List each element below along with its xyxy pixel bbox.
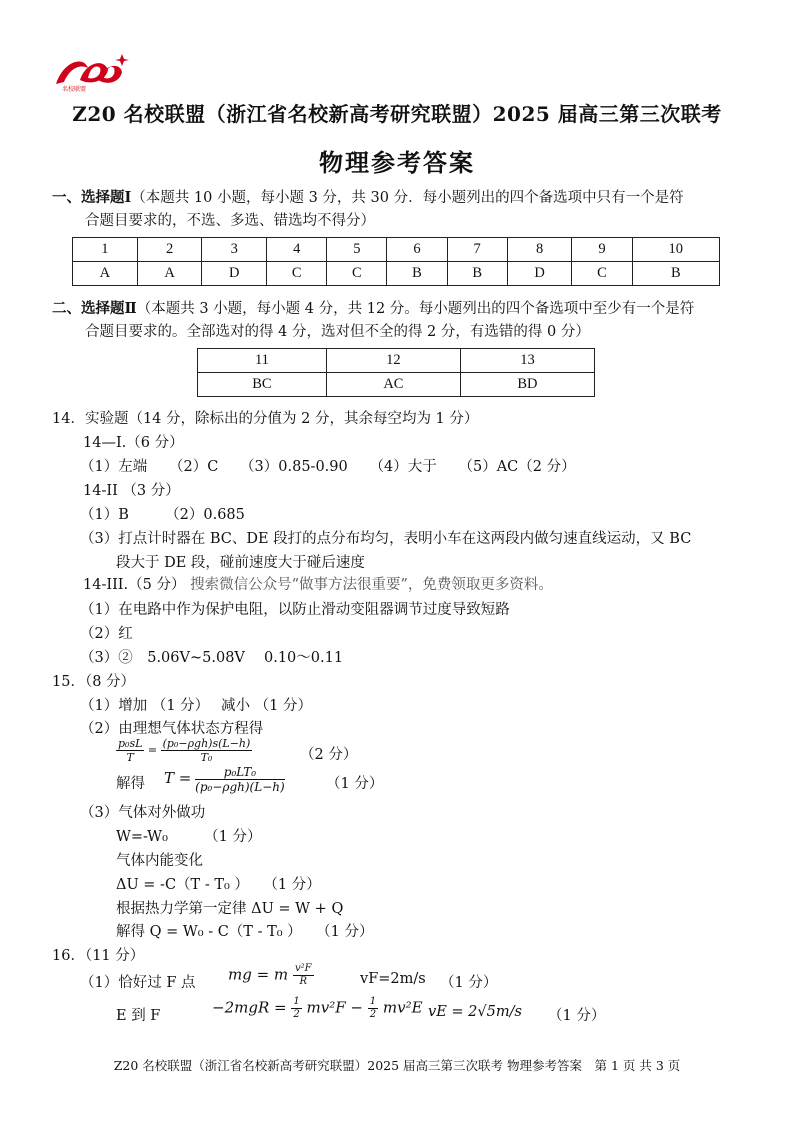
section1-desc2: 合题目要求的，不选、多选、错选均不得分）: [85, 213, 375, 229]
q15-formula1: [116, 738, 252, 763]
q14-part1-title: 14—I.（6 分）: [83, 435, 184, 451]
table-cell: C: [327, 262, 387, 286]
q15-line5: 气体内能变化: [116, 853, 203, 869]
table-cell: 1: [73, 238, 138, 262]
table-cell: 9: [572, 238, 632, 262]
table-cell: BC: [198, 373, 327, 397]
formula-part: −2mgR =: [212, 998, 287, 1017]
formula-part: mv²E: [382, 998, 423, 1017]
formula-lhs: T =: [164, 769, 192, 787]
table-cell: B: [447, 262, 507, 286]
section2-line1: [52, 297, 694, 318]
q16-line2-score: （1 分）: [548, 1008, 606, 1024]
denominator: 2: [369, 1009, 377, 1020]
q14-part2-title: 14-II （3 分）: [83, 483, 180, 499]
q14-part3-line3: （3）② 5.06V~5.08V 0.10～0.11: [80, 650, 344, 666]
equals-sign: =: [147, 743, 158, 757]
q14-part3-line1: （1）在电路中作为保护电阻，以防止滑动变阻器调节过度导致短路: [80, 602, 510, 618]
table-cell: 3: [202, 238, 267, 262]
table-cell: B: [387, 262, 447, 286]
q16-line1-label: （1）恰好过 F 点: [80, 975, 196, 991]
table-cell: B: [632, 262, 719, 286]
q15-formula2-score: （1 分）: [326, 776, 384, 792]
denominator: R: [299, 976, 307, 987]
numerator: 1: [293, 996, 300, 1007]
q16-line2-label: E 到 F: [116, 1008, 161, 1024]
section1-heading: 一、选择题Ⅰ: [52, 189, 132, 206]
table-row: [73, 238, 720, 262]
fraction: [293, 964, 314, 987]
numerator: (p₀−ρgh)s(L−h): [162, 737, 251, 750]
fraction: [195, 766, 285, 793]
q15-line7: 根据热力学第一定律 ΔU = W + Q: [116, 901, 344, 917]
table-cell: 7: [447, 238, 507, 262]
logo-text: 名校联盟: [62, 86, 87, 93]
fraction: [161, 738, 253, 763]
q15-formula1-score: （2 分）: [300, 747, 358, 763]
q16-formula1: [228, 964, 314, 987]
numerator: p₀sL: [118, 737, 143, 750]
denominator: T: [126, 751, 134, 764]
table-cell: A: [73, 262, 138, 286]
q16-line1-velocity: vF=2m/s: [360, 971, 426, 987]
q16-formula2: [212, 997, 423, 1020]
table-row: [198, 373, 595, 397]
q16-line1-score: （1 分）: [440, 975, 498, 991]
table-cell: 5: [327, 238, 387, 262]
q14-part2-line1: （1）B （2）0.685: [80, 507, 245, 523]
table-cell: A: [137, 262, 202, 286]
table-cell: 4: [267, 238, 327, 262]
table-cell: D: [202, 262, 267, 286]
table-cell: 8: [507, 238, 572, 262]
q15-solve-label: 解得: [116, 776, 145, 792]
numerator: v²F: [294, 963, 312, 974]
table-cell: D: [507, 262, 572, 286]
q14-part2-line2: （3）打点计时器在 BC、DE 段打的点分布均匀，表明小车在这两段内做匀速直线运动，又 BC: [80, 531, 692, 547]
q15-title: 15．（8 分）: [52, 674, 136, 690]
formula-part: mv²F −: [306, 998, 363, 1017]
q14-part3-title: 14-III.（5 分）: [83, 577, 186, 593]
table-cell: 13: [460, 349, 594, 373]
q14-part3-line2: （2）红: [80, 626, 133, 642]
q14-part3-title-line: [83, 573, 553, 594]
section1-desc1: （本题共 10 小题，每小题 3 分，共 30 分．每小题列出的四个备选项中只有一个是符: [131, 190, 684, 206]
header-title: Z20 名校联盟（浙江省名校新高考研究联盟）2025 届高三第三次联考: [72, 102, 722, 126]
answer-table-1: [72, 237, 720, 286]
section1-line1: [52, 186, 684, 207]
fraction: [368, 997, 378, 1020]
denominator: T₀: [200, 751, 213, 764]
table-cell: C: [267, 262, 327, 286]
formula-lhs: mg = m: [228, 965, 289, 984]
q14-part2-line3: 段大于 DE 段，碰前速度大于碰后速度: [116, 555, 365, 571]
q15-line3: （3）气体对外做功: [80, 805, 206, 821]
answer-table-2: [197, 348, 595, 397]
q15-formula2: [164, 766, 285, 793]
q15-line4: W=-W₀ （1 分）: [116, 829, 262, 845]
numerator: p₀LT₀: [195, 766, 285, 780]
fraction: [291, 997, 301, 1020]
table-cell: 12: [326, 349, 460, 373]
numerator: 1: [369, 996, 377, 1007]
table-row: [73, 262, 720, 286]
q15-line1: （1）增加 （1 分） 减小 （1 分）: [80, 698, 312, 714]
table-row: [198, 349, 595, 373]
q14-part1-line1: （1）左端 （2）C （3）0.85-0.90 （4）大于 （5）AC（2 分）: [80, 459, 576, 475]
q16-title: 16．（11 分）: [52, 948, 145, 964]
q15-line8: 解得 Q = W₀ - C（T - T₀ ） （1 分）: [116, 924, 374, 940]
denominator: 2: [293, 1009, 300, 1020]
table-cell: 10: [632, 238, 719, 262]
watermark-text: 搜索微信公众号“做事方法很重要”，免费领取更多资料。: [190, 577, 553, 593]
table-cell: AC: [326, 373, 460, 397]
q15-line2: （2）由理想气体状态方程得: [80, 721, 264, 737]
table-cell: 11: [198, 349, 327, 373]
page-title: 物理参考答案: [319, 148, 475, 177]
q16-line2-velocity: vE = 2√5m/s: [428, 1004, 522, 1020]
q15-line6: ΔU = -C（T - T₀ ） （1 分）: [116, 877, 321, 893]
fraction: [116, 738, 144, 763]
section2-heading: 二、选择题Ⅱ: [52, 300, 137, 317]
table-cell: 6: [387, 238, 447, 262]
section2-desc2: 合题目要求的。全部选对的得 4 分，选对但不全的得 2 分，有选错的得 0 分）: [85, 324, 590, 340]
table-cell: C: [572, 262, 632, 286]
section2-desc1: （本题共 3 小题，每小题 4 分，共 12 分。每小题列出的四个备选项中至少有一个是符: [136, 301, 695, 317]
denominator: (p₀−ρgh)(L−h): [195, 780, 285, 794]
table-cell: 2: [137, 238, 202, 262]
table-cell: BD: [460, 373, 594, 397]
page-footer: Z20 名校联盟（浙江省名校新高考研究联盟）2025 届高三第三次联考 物理参考答案 第 1 页 共 3 页: [113, 1058, 681, 1073]
q14-title: 14．实验题（14 分，除标出的分值为 2 分，其余每空均为 1 分）: [52, 411, 479, 427]
